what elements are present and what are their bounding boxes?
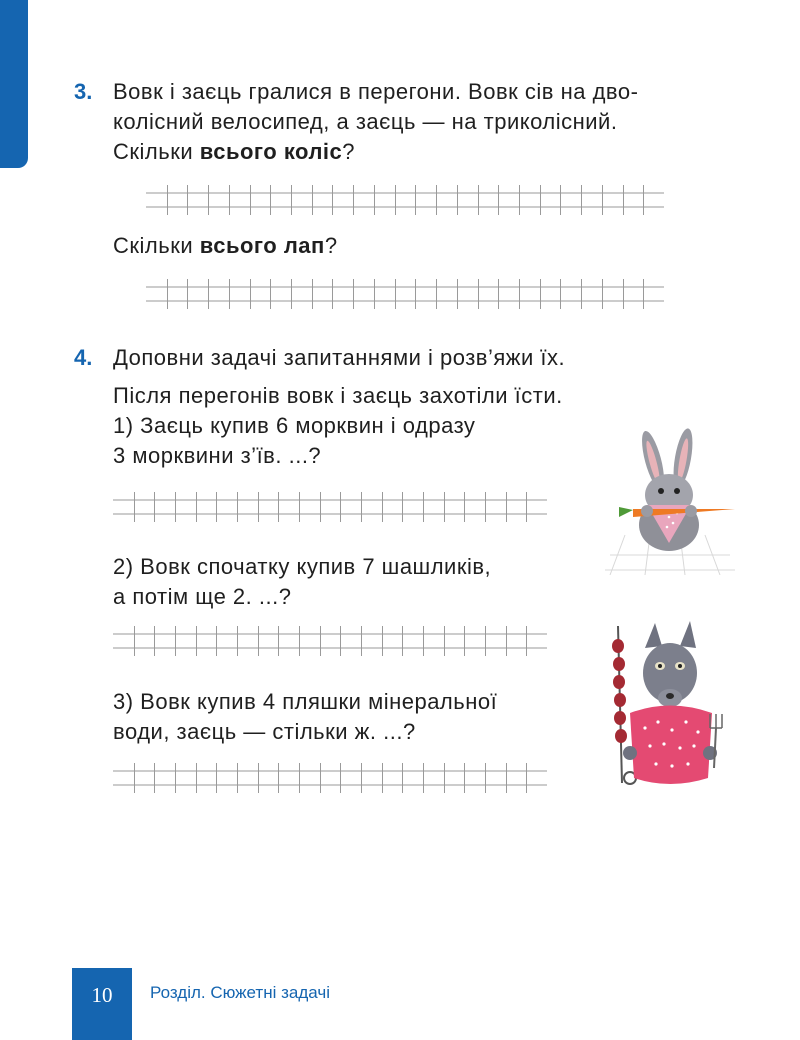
q2-suffix: ? <box>324 233 338 258</box>
q2-bold: всього лап <box>199 233 325 258</box>
answer-grid-wheels[interactable] <box>146 185 664 215</box>
task-4-instruction: Доповни задачі запитаннями і розв’яжи їх. <box>113 345 566 370</box>
task-3-line-2: колісний велосипед, а заєць — на триколісний. <box>113 109 618 134</box>
answer-grid-problem-3[interactable] <box>113 763 547 793</box>
answer-grid-paws[interactable] <box>146 279 664 309</box>
problem-3-line-2: води, заєць — стільки ж. ...? <box>113 719 416 744</box>
task-3-line-1: Вовк і заєць гралися в перегони. Вовк сів на дво- <box>113 79 639 104</box>
problem-2-line-1: 2) Вовк спочатку купив 7 шашликів, <box>113 554 492 579</box>
task-4-number: 4. <box>74 345 93 370</box>
hare-illustration <box>605 425 740 575</box>
q1-bold: всього коліс <box>199 139 343 164</box>
task-3-question-1 <box>113 136 355 167</box>
problem-1-line-2: 3 морквини з’їв. ...? <box>113 443 322 468</box>
page-number: 10 <box>91 983 113 1007</box>
answer-grid-problem-2[interactable] <box>113 626 547 656</box>
task-4-intro: Після перегонів вовк і заєць захотіли їсти. <box>113 383 563 408</box>
task-3-question-2 <box>113 230 338 261</box>
wolf-illustration <box>600 618 745 793</box>
side-tab <box>0 0 28 168</box>
section-title: Розділ. Сюжетні задачі <box>150 983 330 1002</box>
task-3-number: 3. <box>74 79 93 104</box>
q1-prefix: Скільки <box>113 139 200 164</box>
q1-suffix: ? <box>342 139 356 164</box>
problem-3-line-1: 3) Вовк купив 4 пляшки мінеральної <box>113 689 498 714</box>
q2-prefix: Скільки <box>113 233 200 258</box>
answer-grid-problem-1[interactable] <box>113 492 547 522</box>
problem-1-line-1: 1) Заєць купив 6 морквин і одразу <box>113 413 476 438</box>
problem-2-line-2: а потім ще 2. ...? <box>113 584 292 609</box>
